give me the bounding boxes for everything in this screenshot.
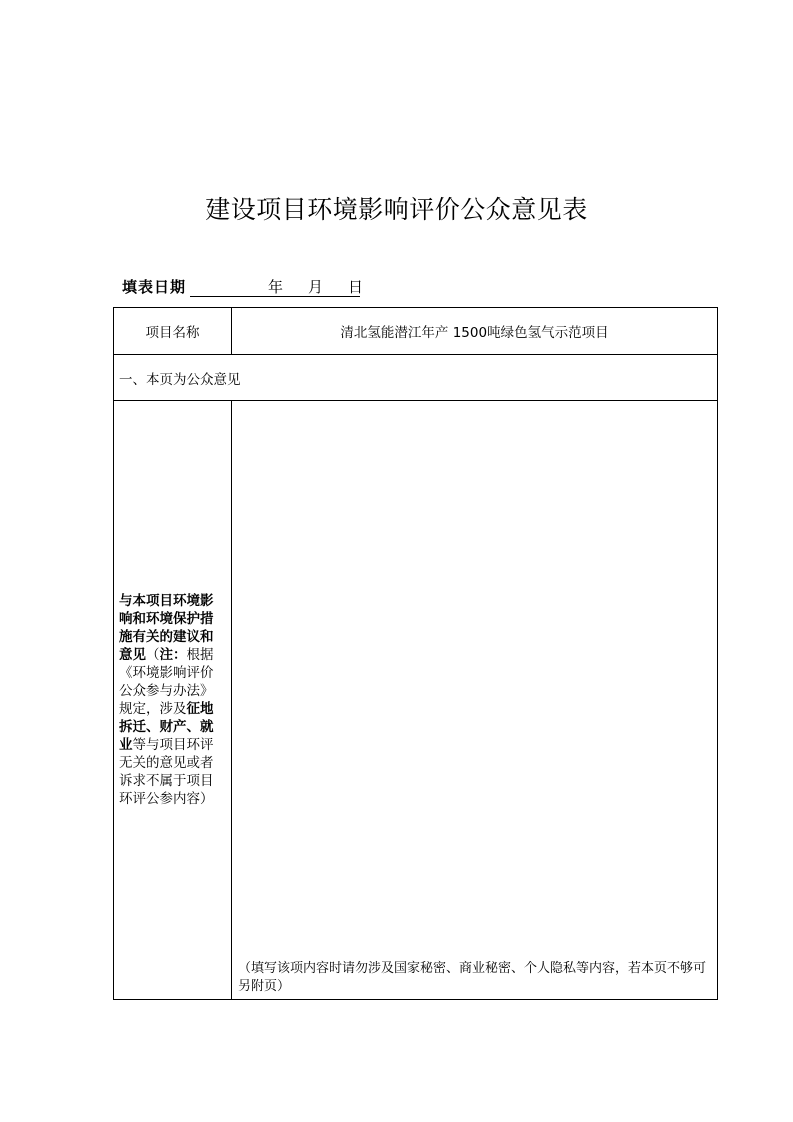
project-name-row <box>114 308 718 355</box>
opinion-label-note-bold: 注： <box>159 647 187 663</box>
opinion-label <box>114 401 232 1000</box>
project-name-value: 清北氢能潜江年产 1500吨绿色氢气示范项目 <box>232 308 718 355</box>
date-year-unit: 年 <box>268 278 284 296</box>
fill-date-label: 填表日期 <box>122 278 187 296</box>
date-day-unit: 日 <box>348 278 364 296</box>
section-row <box>114 355 718 401</box>
opinion-label-intro: 与本项目环境影响和环境保护措施有关的建议和意见 <box>119 593 214 663</box>
section-title: 一、本页为公众意见 <box>114 355 718 401</box>
page-title: 建设项目环境影响评价公众意见表 <box>205 195 588 224</box>
opinion-note: （填写该项内容时请勿涉及国家秘密、商业秘密、个人隐私等内容，若本页不够可另附页） <box>238 961 707 994</box>
project-name-label: 项目名称 <box>114 308 232 355</box>
opinion-label-note-text2: 等与项目环评无关的意见或者诉求不属于项目环评公参内容） <box>119 737 214 807</box>
opinion-label-note-text1: 根据《环境影响评价公众参与办法》规定，涉及 <box>119 647 214 717</box>
opinion-label-note-bold2: 征地拆迁、财产、就业 <box>119 701 214 753</box>
opinion-form-table <box>113 307 718 1000</box>
opinion-label-note-open: （ <box>146 647 160 663</box>
opinion-input-area[interactable] <box>232 401 718 1000</box>
opinion-row <box>114 401 718 1000</box>
date-month-unit: 月 <box>308 278 324 296</box>
